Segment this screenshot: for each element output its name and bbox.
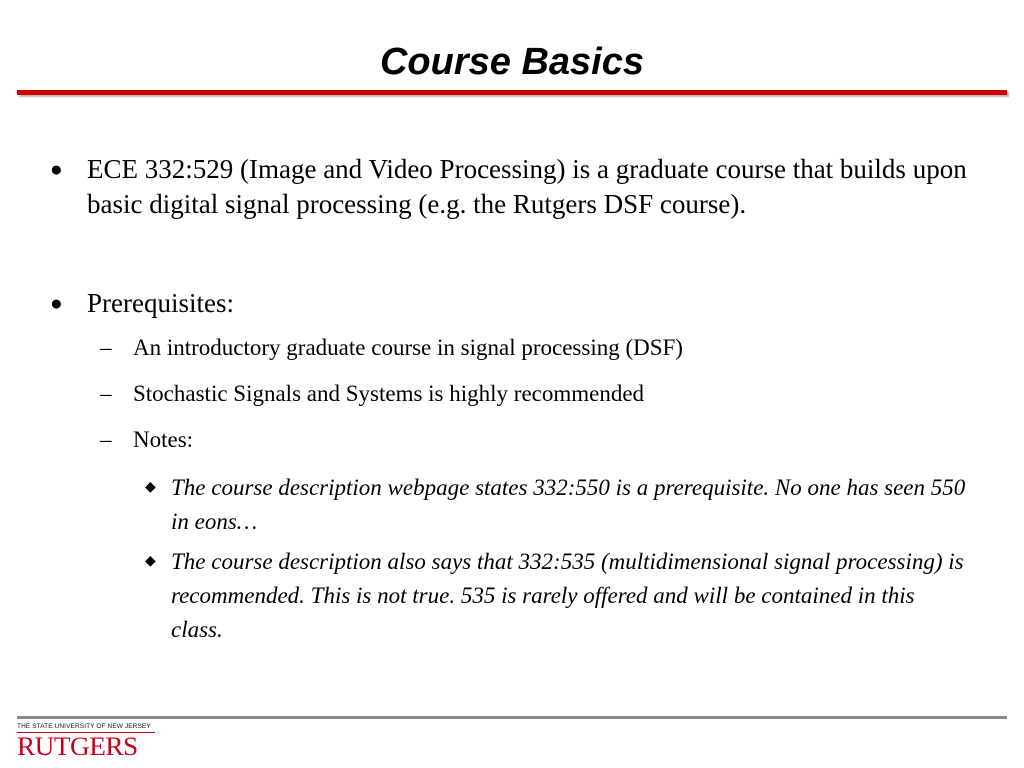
sub-bullet-text: Stochastic Signals and Systems is highly recommended	[133, 381, 645, 406]
dash-icon: –	[100, 381, 112, 406]
footer-divider	[17, 716, 1007, 719]
bullet-icon: ●	[50, 157, 63, 181]
dash-icon: –	[100, 335, 112, 360]
sub-bullet-text: Notes:	[133, 427, 194, 452]
logo-wordmark: RUTGERS	[17, 732, 138, 761]
bullet-text: ECE 332:529 (Image and Video Processing) is a graduate course that builds upon basic digital signal processing (e.g. the Rutgers DSF course).	[87, 154, 967, 219]
bullet-icon: ●	[50, 291, 63, 315]
slide-title: Course Basics	[379, 41, 644, 83]
sub-bullet-text: An introductory graduate course in signal processing (DSF)	[133, 335, 683, 360]
diamond-bullet-icon: ◆	[145, 554, 156, 569]
dash-icon: –	[100, 427, 112, 452]
title-divider	[17, 90, 1007, 95]
note-text: The course description also says that 332:535 (multidimensional signal processing) is recommended. This is not true. 535 is rarely offered and will be contained in this class.	[171, 549, 964, 642]
rutgers-logo	[17, 723, 177, 765]
logo-tagline: THE STATE UNIVERSITY OF NEW JERSEY	[17, 723, 151, 730]
bullet-text: Prerequisites:	[87, 288, 234, 318]
note-text: The course description webpage states 332:550 is a prerequisite. No one has seen 550 in eons…	[171, 475, 966, 534]
diamond-bullet-icon: ◆	[145, 480, 156, 495]
